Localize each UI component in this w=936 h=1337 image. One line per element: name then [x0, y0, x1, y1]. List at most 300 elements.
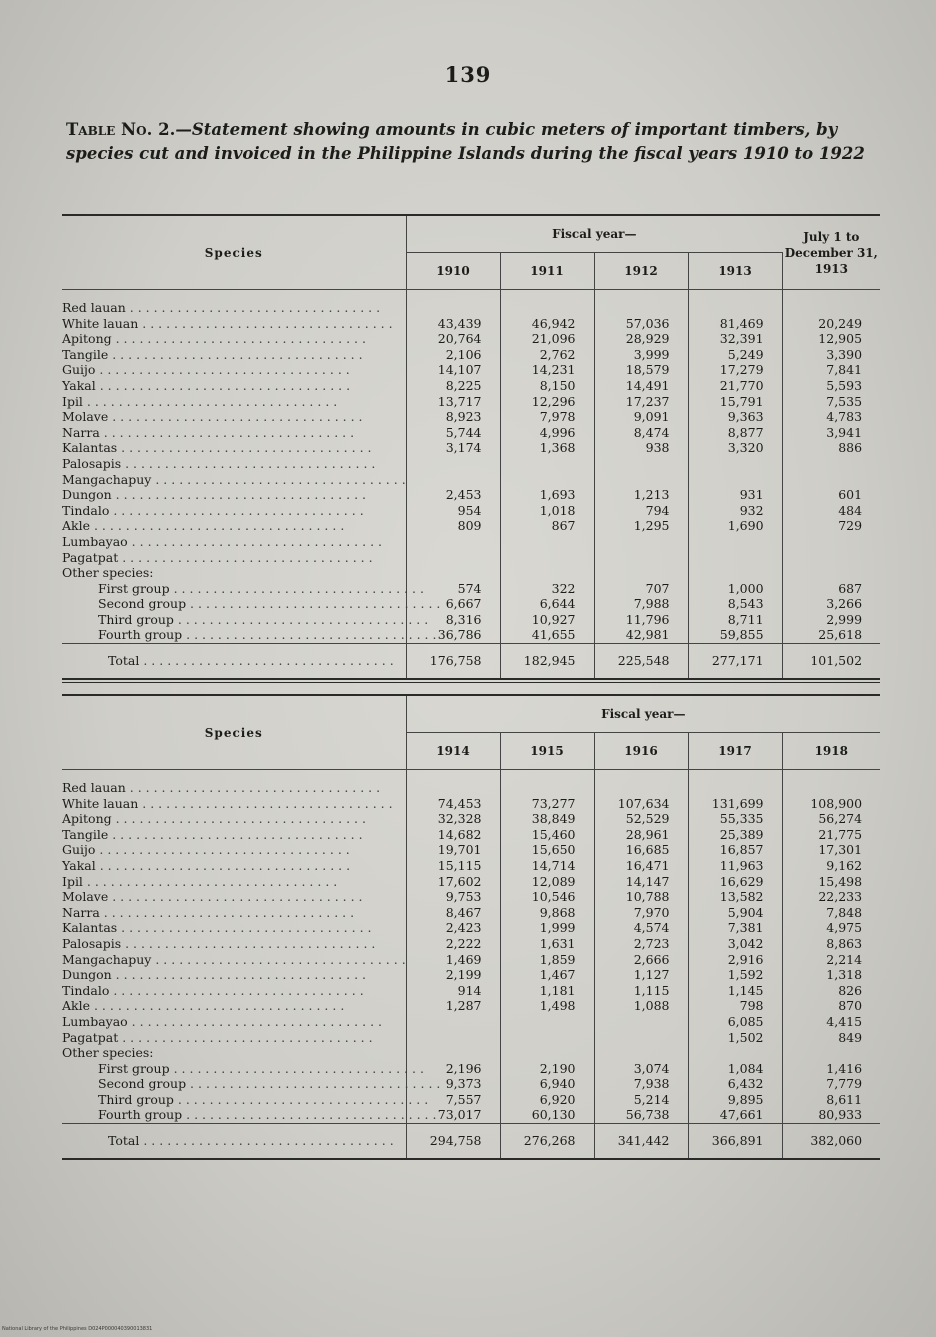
- table-row: [62, 487, 880, 503]
- value-cell: [594, 565, 688, 581]
- value-cell: [500, 290, 594, 316]
- species-name: Akle . . . . . . . . . . . . . . . . . . . . . . . . . . . . . . . .: [62, 518, 406, 534]
- total-value: 341,442: [594, 1124, 688, 1159]
- species-header: Species: [62, 216, 406, 290]
- value-cell: 7,381: [688, 920, 782, 936]
- total-row: [62, 1124, 880, 1159]
- value-cell: [594, 290, 688, 316]
- value-cell: 7,535: [826, 393, 863, 409]
- species-name: Dungon . . . . . . . . . . . . . . . . . . . . . . . . . . . . . . . .: [62, 487, 406, 503]
- total-value: 277,171: [688, 644, 782, 679]
- value-cell: 484: [838, 502, 863, 518]
- table-row: [62, 920, 880, 936]
- table-row: [62, 952, 880, 968]
- value-cell: 1,502: [688, 1030, 782, 1046]
- value-cell: 4,783: [826, 409, 863, 425]
- dot-leader: . . . . . . . . . . . . . . . . . . . . . . . . . . . . . . . .: [108, 889, 363, 905]
- value-cell: [500, 472, 594, 488]
- value-cell: 3,042: [688, 936, 782, 952]
- value-cell: [406, 565, 500, 581]
- year-header: 1914: [406, 733, 500, 770]
- table-row: [62, 1092, 880, 1108]
- value-cell: 1,295: [594, 518, 688, 534]
- value-cell: 13,717: [406, 394, 500, 410]
- total-value: 382,060: [782, 1124, 880, 1159]
- value-cell: 1,127: [594, 967, 688, 983]
- value-cell: 5,214: [594, 1092, 688, 1108]
- value-cell: 5,593: [826, 377, 863, 393]
- value-cell: 32,391: [688, 331, 782, 347]
- value-cell: 798: [688, 998, 782, 1014]
- value-cell: [782, 550, 880, 566]
- value-cell: 914: [406, 983, 500, 999]
- value-cell: 7,970: [594, 905, 688, 921]
- species-name: Guijo . . . . . . . . . . . . . . . . . . . . . . . . . . . . . . . .: [62, 842, 406, 858]
- species-name: Other species:: [62, 1045, 406, 1061]
- total-value: 101,502: [782, 644, 880, 679]
- value-cell: 6,667: [406, 596, 500, 612]
- value-cell: 21,096: [500, 331, 594, 347]
- value-cell: 3,390: [826, 346, 863, 362]
- total-label: Total . . . . . . . . . . . . . . . . . . . . . . . . . . . . . . . .: [62, 1124, 406, 1159]
- value-cell: 1,690: [688, 518, 782, 534]
- table-2-body: [62, 770, 880, 1159]
- value-cell: 52,529: [594, 811, 688, 827]
- dot-leader: . . . . . . . . . . . . . . . . . . . . . . . . . . . . . . . .: [111, 811, 366, 827]
- value-cell: 2,222: [406, 936, 500, 952]
- value-cell: 131,699: [688, 796, 782, 812]
- species-name: Second group . . . . . . . . . . . . . . . . . . . . . . . . . . . . . . . .: [62, 1076, 406, 1092]
- value-cell: 18,579: [594, 362, 688, 378]
- value-cell: 32,328: [406, 811, 500, 827]
- value-cell: [594, 770, 688, 796]
- value-cell: 16,857: [688, 842, 782, 858]
- value-cell: 14,714: [500, 858, 594, 874]
- dot-leader: . . . . . . . . . . . . . . . . . . . . . . . . . . . . . . . .: [121, 935, 376, 951]
- value-cell: 11,796: [594, 612, 688, 628]
- dot-leader: . . . . . . . . . . . . . . . . . . . . . . . . . . . . . . . .: [169, 580, 424, 596]
- value-cell: [688, 290, 782, 316]
- value-cell: [500, 1030, 594, 1046]
- value-cell: [782, 472, 880, 488]
- value-cell: [406, 550, 500, 566]
- table-row: [62, 596, 880, 612]
- year-header: 1916: [594, 733, 688, 770]
- species-name: Second group . . . . . . . . . . . . . . . . . . . . . . . . . . . . . . . .: [62, 596, 406, 612]
- total-label: Total . . . . . . . . . . . . . . . . . . . . . . . . . . . . . . . .: [62, 644, 406, 679]
- total-row: [62, 644, 880, 679]
- table-row: [62, 347, 880, 363]
- dot-leader: . . . . . . . . . . . . . . . . . . . . . . . . . . . . . . . .: [108, 826, 363, 842]
- value-cell: 2,666: [594, 952, 688, 968]
- table-row: [62, 331, 880, 347]
- table-row: [62, 409, 880, 425]
- value-cell: 10,788: [594, 889, 688, 905]
- year-header: 1915: [500, 733, 594, 770]
- value-cell: 1,592: [688, 967, 782, 983]
- value-cell: [688, 456, 782, 472]
- species-name: Yakal . . . . . . . . . . . . . . . . . . . . . . . . . . . . . . . .: [62, 858, 406, 874]
- value-cell: 10,927: [500, 612, 594, 628]
- value-cell: 1,115: [594, 983, 688, 999]
- value-cell: 8,611: [826, 1091, 863, 1107]
- dot-leader: . . . . . . . . . . . . . . . . . . . . . . . . . . . . . . . .: [151, 471, 406, 487]
- table-row: [62, 472, 880, 488]
- value-cell: [688, 534, 782, 550]
- species-header: Species: [62, 696, 406, 770]
- dot-leader: . . . . . . . . . . . . . . . . . . . . . . . . . . . . . . . .: [125, 300, 381, 315]
- fiscal-year-header: Fiscal year—: [406, 696, 880, 733]
- table-1-body: [62, 290, 880, 679]
- value-cell: 574: [406, 581, 500, 597]
- species-name: Molave . . . . . . . . . . . . . . . . . . . . . . . . . . . . . . . .: [62, 889, 406, 905]
- value-cell: 28,929: [594, 331, 688, 347]
- dot-leader: . . . . . . . . . . . . . . . . . . . . . . . . . . . . . . . .: [109, 982, 364, 998]
- value-cell: [500, 534, 594, 550]
- value-cell: 81,469: [688, 316, 782, 332]
- value-cell: 954: [406, 503, 500, 519]
- value-cell: 5,249: [688, 347, 782, 363]
- table-row: [62, 1076, 880, 1092]
- value-cell: 8,923: [406, 409, 500, 425]
- value-cell: 9,373: [406, 1076, 500, 1092]
- value-cell: 14,491: [594, 378, 688, 394]
- value-cell: 938: [594, 440, 688, 456]
- species-name: Ipil . . . . . . . . . . . . . . . . . . . . . . . . . . . . . . . .: [62, 874, 406, 890]
- value-cell: [406, 534, 500, 550]
- value-cell: 107,634: [594, 796, 688, 812]
- value-cell: [406, 456, 500, 472]
- value-cell: 15,498: [818, 873, 863, 889]
- value-cell: 1,088: [594, 998, 688, 1014]
- value-cell: [782, 770, 880, 796]
- value-cell: [406, 1030, 500, 1046]
- species-name: Guijo . . . . . . . . . . . . . . . . . . . . . . . . . . . . . . . .: [62, 362, 406, 378]
- table-row: [62, 1045, 880, 1061]
- species-name: Dungon . . . . . . . . . . . . . . . . . . . . . . . . . . . . . . . .: [62, 967, 406, 983]
- table-row: [62, 425, 880, 441]
- value-cell: 12,905: [818, 331, 863, 347]
- value-cell: 7,841: [826, 362, 863, 378]
- dot-leader: . . . . . . . . . . . . . . . . . . . . . . . . . . . . . . . .: [95, 377, 351, 393]
- value-cell: 2,423: [406, 920, 500, 936]
- value-cell: 38,849: [500, 811, 594, 827]
- table-row: [62, 378, 880, 394]
- half-year-header: July 1 to December 31, 1913: [782, 216, 880, 290]
- value-cell: 42,981: [594, 627, 688, 643]
- dot-leader: . . . . . . . . . . . . . . . . . . . . . . . . . . . . . . . .: [118, 549, 373, 565]
- species-name: Lumbayao . . . . . . . . . . . . . . . . . . . . . . . . . . . . . . . .: [62, 1014, 406, 1030]
- value-cell: [782, 456, 880, 472]
- dot-leader: . . . . . . . . . . . . . . . . . . . . . . . . . . . . . . . .: [99, 904, 355, 920]
- table-row: [62, 456, 880, 472]
- value-cell: 2,762: [500, 347, 594, 363]
- dot-leader: . . . . . . . . . . . . . . . . . . . . . . . . . . . . . . . .: [82, 873, 338, 889]
- value-cell: 41,655: [500, 627, 594, 643]
- value-cell: 19,701: [406, 842, 500, 858]
- value-cell: 59,855: [688, 627, 782, 643]
- value-cell: 12,296: [500, 394, 594, 410]
- value-cell: 1,213: [594, 487, 688, 503]
- year-header: 1910: [406, 253, 500, 290]
- value-cell: 57,036: [594, 316, 688, 332]
- value-cell: 7,988: [594, 596, 688, 612]
- value-cell: 729: [838, 518, 863, 534]
- table-row: [62, 998, 880, 1014]
- dot-leader: . . . . . . . . . . . . . . . . . . . . . . . . . . . . . . . .: [173, 611, 429, 627]
- value-cell: 4,975: [826, 920, 863, 936]
- dot-leader: . . . . . . . . . . . . . . . . . . . . . . . . . . . . . . . .: [173, 1091, 429, 1107]
- dot-leader: . . . . . . . . . . . . . . . . . . . . . . . . . . . . . . . .: [139, 653, 394, 669]
- value-cell: 932: [688, 503, 782, 519]
- value-cell: [500, 770, 594, 796]
- species-name: Red lauan . . . . . . . . . . . . . . . . . . . . . . . . . . . . . . . .: [62, 290, 406, 316]
- value-cell: 9,363: [688, 409, 782, 425]
- table-row: [62, 983, 880, 999]
- dot-leader: . . . . . . . . . . . . . . . . . . . . . . . . . . . . . . . .: [186, 596, 441, 612]
- value-cell: 4,574: [594, 920, 688, 936]
- value-cell: 14,682: [406, 827, 500, 843]
- value-cell: 4,415: [826, 1013, 863, 1029]
- value-cell: [500, 456, 594, 472]
- value-cell: 6,085: [688, 1014, 782, 1030]
- value-cell: 3,999: [594, 347, 688, 363]
- species-name: Other species:: [62, 565, 406, 581]
- value-cell: 8,225: [406, 378, 500, 394]
- species-name: Fourth group . . . . . . . . . . . . . . . . . . . . . . . . . . . . . . . .: [62, 627, 406, 643]
- species-name: Mangachapuy . . . . . . . . . . . . . . . . . . . . . . . . . . . . . . . .: [62, 471, 406, 487]
- value-cell: 8,863: [826, 935, 863, 951]
- species-name: Red lauan . . . . . . . . . . . . . . . . . . . . . . . . . . . . . . . .: [62, 770, 406, 796]
- dot-leader: . . . . . . . . . . . . . . . . . . . . . . . . . . . . . . . .: [117, 440, 372, 456]
- value-cell: 931: [688, 487, 782, 503]
- value-cell: 15,791: [688, 394, 782, 410]
- table-row: [62, 612, 880, 628]
- table-row: [62, 1030, 880, 1046]
- value-cell: 17,301: [818, 842, 863, 858]
- value-cell: 8,467: [406, 905, 500, 921]
- value-cell: 687: [838, 580, 863, 596]
- value-cell: 2,190: [500, 1061, 594, 1077]
- year-header: 1911: [500, 253, 594, 290]
- year-header: 1918: [782, 733, 880, 770]
- value-cell: 13,582: [688, 889, 782, 905]
- species-name: Mangachapuy . . . . . . . . . . . . . . . . . . . . . . . . . . . . . . . .: [62, 951, 406, 967]
- species-name: Pagatpat . . . . . . . . . . . . . . . . . . . . . . . . . . . . . . . .: [62, 550, 406, 566]
- table-bottom-rule: [62, 1158, 880, 1160]
- value-cell: 2,214: [826, 951, 863, 967]
- value-cell: 14,231: [500, 362, 594, 378]
- value-cell: 1,287: [406, 998, 500, 1014]
- value-cell: 16,629: [688, 874, 782, 890]
- table-1910-1913: [62, 214, 880, 683]
- table-row: [62, 440, 880, 456]
- value-cell: 1,498: [500, 998, 594, 1014]
- value-cell: 2,999: [826, 611, 863, 627]
- value-cell: 74,453: [406, 796, 500, 812]
- value-cell: 2,453: [406, 487, 500, 503]
- value-cell: 108,900: [810, 795, 863, 811]
- value-cell: 1,469: [406, 952, 500, 968]
- value-cell: [500, 550, 594, 566]
- page-number: 139: [444, 62, 492, 87]
- dot-leader: . . . . . . . . . . . . . . . . . . . . . . . . . . . . . . . .: [121, 455, 376, 471]
- species-name: Narra . . . . . . . . . . . . . . . . . . . . . . . . . . . . . . . .: [62, 905, 406, 921]
- dot-leader: . . . . . . . . . . . . . . . . . . . . . . . . . . . . . . . .: [169, 1060, 424, 1076]
- value-cell: 849: [838, 1029, 863, 1045]
- dot-leader: . . . . . . . . . . . . . . . . . . . . . . . . . . . . . . . .: [151, 951, 406, 967]
- value-cell: 3,174: [406, 440, 500, 456]
- value-cell: 2,106: [406, 347, 500, 363]
- value-cell: 22,233: [818, 889, 863, 905]
- value-cell: 7,938: [594, 1076, 688, 1092]
- species-name: White lauan . . . . . . . . . . . . . . . . . . . . . . . . . . . . . . . .: [62, 796, 406, 812]
- species-name: Third group . . . . . . . . . . . . . . . . . . . . . . . . . . . . . . . .: [62, 612, 406, 628]
- value-cell: 25,389: [688, 827, 782, 843]
- table-row: [62, 889, 880, 905]
- value-cell: 1,368: [500, 440, 594, 456]
- value-cell: [594, 1014, 688, 1030]
- value-cell: 21,770: [688, 378, 782, 394]
- caption-text: —Statement showing amounts in cubic meters of important timbers, by species cut and invoiced in the Philippine Islands during the fiscal years 1910 to 1922: [66, 120, 865, 163]
- species-name: Molave . . . . . . . . . . . . . . . . . . . . . . . . . . . . . . . .: [62, 409, 406, 425]
- value-cell: 11,963: [688, 858, 782, 874]
- dot-leader: . . . . . . . . . . . . . . . . . . . . . . . . . . . . . . . .: [125, 780, 381, 795]
- species-name: Kalantas . . . . . . . . . . . . . . . . . . . . . . . . . . . . . . . .: [62, 920, 406, 936]
- table-row: [62, 534, 880, 550]
- value-cell: 55,335: [688, 811, 782, 827]
- table-row: [62, 503, 880, 519]
- value-cell: 15,460: [500, 827, 594, 843]
- total-value: 366,891: [688, 1124, 782, 1159]
- value-cell: 21,775: [818, 826, 863, 842]
- value-cell: 56,738: [594, 1107, 688, 1123]
- dot-leader: . . . . . . . . . . . . . . . . . . . . . . . . . . . . . . . .: [90, 998, 345, 1014]
- value-cell: 46,942: [500, 316, 594, 332]
- value-cell: [594, 1045, 688, 1061]
- value-cell: 16,685: [594, 842, 688, 858]
- value-cell: 322: [500, 581, 594, 597]
- table-row: [62, 936, 880, 952]
- total-value: 225,548: [594, 644, 688, 679]
- table-row: [62, 290, 880, 316]
- value-cell: 870: [838, 998, 863, 1014]
- value-cell: [500, 565, 594, 581]
- value-cell: [594, 534, 688, 550]
- value-cell: 7,557: [406, 1092, 500, 1108]
- species-name: Tangile . . . . . . . . . . . . . . . . . . . . . . . . . . . . . . . .: [62, 347, 406, 363]
- value-cell: [594, 1030, 688, 1046]
- dot-leader: . . . . . . . . . . . . . . . . . . . . . . . . . . . . . . . .: [111, 331, 366, 347]
- value-cell: 8,474: [594, 425, 688, 441]
- table-row: [62, 796, 880, 812]
- value-cell: 60,130: [500, 1107, 594, 1123]
- value-cell: 707: [594, 581, 688, 597]
- species-name: Lumbayao . . . . . . . . . . . . . . . . . . . . . . . . . . . . . . . .: [62, 534, 406, 550]
- species-name: Fourth group . . . . . . . . . . . . . . . . . . . . . . . . . . . . . . . .: [62, 1107, 406, 1123]
- value-cell: 1,999: [500, 920, 594, 936]
- value-cell: 56,274: [818, 811, 863, 827]
- year-header: 1912: [594, 253, 688, 290]
- dot-leader: . . . . . . . . . . . . . . . . . . . . . . . . . . . . . . . .: [118, 1029, 373, 1045]
- species-name: Palosapis . . . . . . . . . . . . . . . . . . . . . . . . . . . . . . . .: [62, 456, 406, 472]
- table-row: [62, 858, 880, 874]
- value-cell: [688, 1045, 782, 1061]
- value-cell: 2,723: [594, 936, 688, 952]
- table-row: [62, 874, 880, 890]
- table-row: [62, 565, 880, 581]
- dot-leader: . . . . . . . . . . . . . . . . . . . . . . . . . . . . . . . .: [95, 857, 351, 873]
- value-cell: 9,895: [688, 1092, 782, 1108]
- value-cell: 826: [838, 982, 863, 998]
- value-cell: 7,978: [500, 409, 594, 425]
- value-cell: 43,439: [406, 316, 500, 332]
- caption-label: Table No. 2.: [66, 120, 176, 139]
- year-header: 1913: [688, 253, 782, 290]
- dot-leader: . . . . . . . . . . . . . . . . . . . . . . . . . . . . . . . .: [182, 627, 437, 643]
- value-cell: [500, 1045, 594, 1061]
- table-row: [62, 1014, 880, 1030]
- table-1914-1918: [62, 694, 880, 1160]
- value-cell: 1,145: [688, 983, 782, 999]
- value-cell: 5,904: [688, 905, 782, 921]
- dot-leader: . . . . . . . . . . . . . . . . . . . . . . . . . . . . . . . .: [109, 502, 364, 518]
- species-name: Yakal . . . . . . . . . . . . . . . . . . . . . . . . . . . . . . . .: [62, 378, 406, 394]
- dot-leader: . . . . . . . . . . . . . . . . . . . . . . . . . . . . . . . .: [108, 409, 363, 425]
- value-cell: 47,661: [688, 1107, 782, 1123]
- value-cell: 8,543: [688, 596, 782, 612]
- table-row: [62, 905, 880, 921]
- table-row: [62, 1107, 880, 1123]
- value-cell: 3,941: [826, 424, 863, 440]
- species-name: Apitong . . . . . . . . . . . . . . . . . . . . . . . . . . . . . . . .: [62, 331, 406, 347]
- table-row: [62, 1061, 880, 1077]
- value-cell: 6,644: [500, 596, 594, 612]
- dot-leader: . . . . . . . . . . . . . . . . . . . . . . . . . . . . . . . .: [90, 518, 345, 534]
- table-row: [62, 827, 880, 843]
- dot-leader: . . . . . . . . . . . . . . . . . . . . . . . . . . . . . . . .: [117, 920, 372, 936]
- value-cell: 9,868: [500, 905, 594, 921]
- dot-leader: . . . . . . . . . . . . . . . . . . . . . . . . . . . . . . . .: [127, 533, 382, 549]
- value-cell: 1,084: [688, 1061, 782, 1077]
- value-cell: 20,764: [406, 331, 500, 347]
- dot-leader: . . . . . . . . . . . . . . . . . . . . . . . . . . . . . . . .: [127, 1013, 382, 1029]
- fiscal-year-header: Fiscal year—: [406, 216, 782, 253]
- value-cell: [782, 565, 880, 581]
- value-cell: 8,877: [688, 425, 782, 441]
- table-row: [62, 581, 880, 597]
- total-value: 276,268: [500, 1124, 594, 1159]
- value-cell: 8,150: [500, 378, 594, 394]
- total-value: 294,758: [406, 1124, 500, 1159]
- value-cell: [406, 472, 500, 488]
- value-cell: 1,416: [826, 1060, 863, 1076]
- dot-leader: . . . . . . . . . . . . . . . . . . . . . . . . . . . . . . . .: [111, 967, 366, 983]
- value-cell: 2,199: [406, 967, 500, 983]
- dot-leader: . . . . . . . . . . . . . . . . . . . . . . . . . . . . . . . .: [138, 315, 393, 331]
- value-cell: 17,279: [688, 362, 782, 378]
- dot-leader: . . . . . . . . . . . . . . . . . . . . . . . . . . . . . . . .: [111, 487, 366, 503]
- dot-leader: . . . . . . . . . . . . . . . . . . . . . . . . . . . . . . . .: [95, 842, 350, 858]
- species-name: Ipil . . . . . . . . . . . . . . . . . . . . . . . . . . . . . . . .: [62, 394, 406, 410]
- value-cell: 1,631: [500, 936, 594, 952]
- dot-leader: . . . . . . . . . . . . . . . . . . . . . . . . . . . . . . . .: [108, 346, 363, 362]
- table-row: [62, 770, 880, 796]
- dot-leader: . . . . . . . . . . . . . . . . . . . . . . . . . . . . . . . .: [182, 1107, 437, 1123]
- value-cell: 9,753: [406, 889, 500, 905]
- value-cell: 12,089: [500, 874, 594, 890]
- value-cell: 1,859: [500, 952, 594, 968]
